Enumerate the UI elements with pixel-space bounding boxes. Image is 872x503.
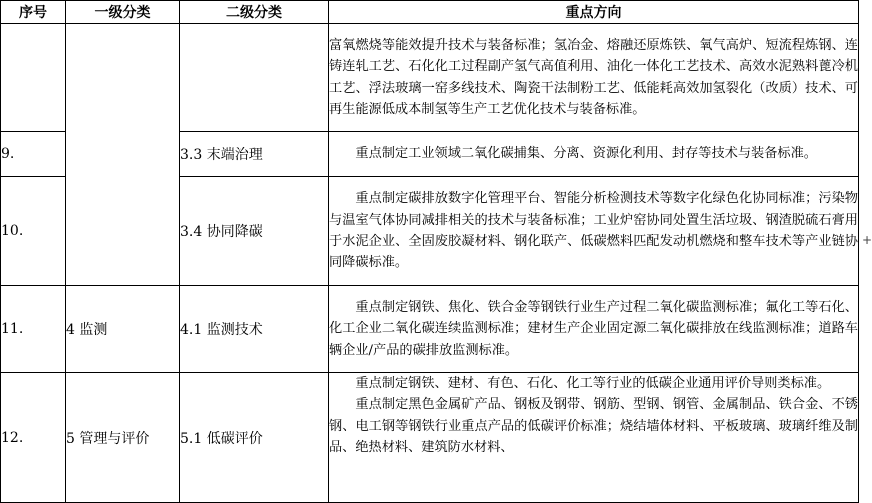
row-focus [329,373,859,503]
focus-text: 富氧燃烧等能效提升技术与装备标准；氢冶金、熔融还原炼铁、氧气高炉、短流程炼钢、连铸连轧工艺、石化化工过程副产氢气高值利用、油化一体化工艺技术、高效水泥熟料蓖冷机工艺、浮法玻璃一窑多线技术、陶瓷干法制粉工艺、低能耗高效加氢裂化（改质）技术、可再生能源低成本制氢等生产工艺优化技术与装备标准。 [329,37,858,117]
row-focus [329,286,859,373]
focus-text: 重点制定工业领域二氧化碳捕集、分离、资源化利用、封存等技术与装备标准。 [355,146,817,162]
header-cat1: 一级分类 [66,1,180,24]
row-no: 11. [1,286,66,373]
row-cat1: 4 监测 [66,286,180,373]
expand-handle[interactable]: + [862,233,872,247]
row-cat1 [66,24,180,286]
header-no: 序号 [1,1,66,24]
focus-text: 重点制定碳排放数字化管理平台、智能分析检测技术等数字化绿色化协同标准；污染物与温室气体协同减排相关的技术与装备标准；工业炉窑协同处置生活垃圾、钢渣脱硫石膏用于水泥企业、全固废胶凝材料、钢化联产、低碳燃料匹配发动机燃烧和整车技术等产业链协同降碳标准。 [329,191,858,271]
row-cat2: 3.4 协同降碳 [180,177,329,286]
table-row [1,373,859,503]
header-focus: 重点方向 [329,1,859,24]
focus-text-2: 重点制定黑色金属矿产品、钢板及钢带、钢筋、型钢、钢管、金属制品、铁合金、不锈钢、电工钢等钢铁行业重点产品的低碳评价标准；烧结墙体材料、平板玻璃、玻璃纤维及制品、绝热材料、建筑防水材料、 [329,397,858,456]
focus-text: 重点制定钢铁、建材、有色、石化、化工等行业的低碳企业通用评价导则类标准。 [355,376,831,391]
row-no: 10. [1,177,66,286]
table-row [1,286,859,373]
row-cat2: 4.1 监测技术 [180,286,329,373]
focus-text: 重点制定钢铁、焦化、铁合金等钢铁行业生产过程二氧化碳监测标准；氟化工等石化、化工企业二氧化碳连续监测标准；建材生产企业固定源二氧化碳排放在线监测标准；道路车辆企业/产品的碳排放监测标准。 [329,299,858,358]
row-no [1,24,66,132]
row-no: 12. [1,373,66,503]
row-cat2 [180,24,329,132]
row-cat2: 3.3 末端治理 [180,132,329,177]
table-header-row [1,1,859,24]
row-cat2: 5.1 低碳评价 [180,373,329,503]
header-cat2: 二级分类 [180,1,329,24]
row-cat1: 5 管理与评价 [66,373,180,503]
table-row [1,24,859,132]
row-focus [329,24,859,132]
row-focus [329,132,859,177]
row-focus [329,177,859,286]
row-no: 9. [1,132,66,177]
